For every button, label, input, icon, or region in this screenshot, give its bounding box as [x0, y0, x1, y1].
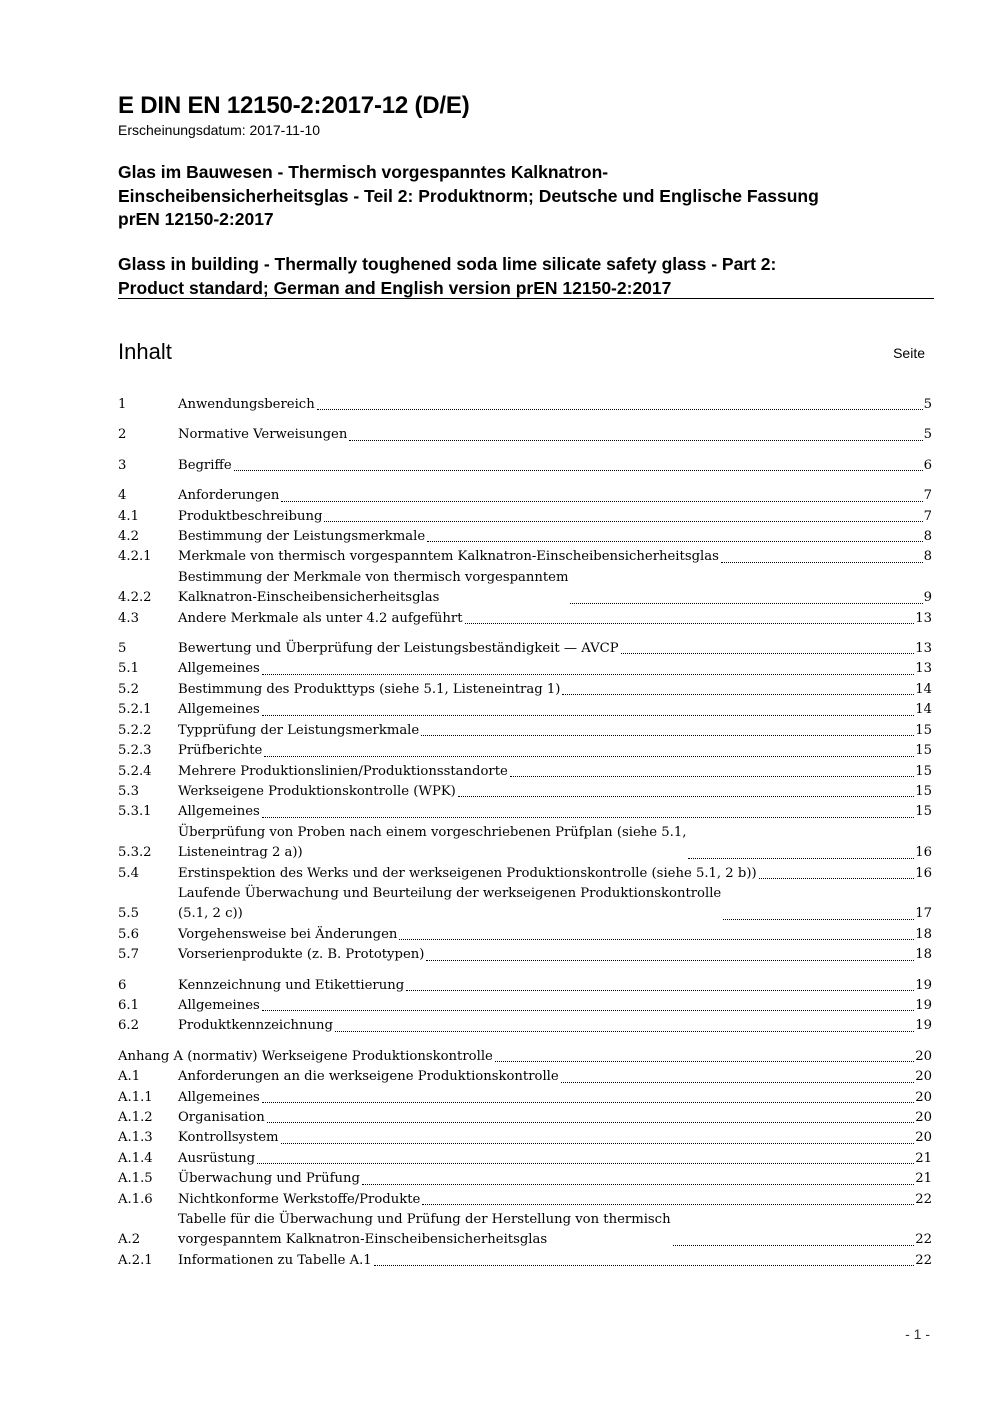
toc-page-number: 7 — [923, 488, 932, 504]
toc-page-number: 20 — [915, 1069, 932, 1085]
toc-page-number: 15 — [915, 783, 932, 799]
toc-section-number: 2 — [118, 427, 127, 443]
toc-section-title: Anforderungen — [178, 488, 280, 504]
toc-entry-body — [178, 486, 932, 506]
toc-entry-body — [178, 680, 932, 700]
toc-dot-leader — [267, 1122, 915, 1123]
toc-entry-body — [178, 1251, 932, 1271]
toc-page-column-label: Seite — [893, 345, 925, 361]
toc-dot-leader — [673, 1245, 915, 1246]
toc-entry[interactable] — [118, 1108, 932, 1128]
toc-entry[interactable] — [118, 659, 932, 679]
toc-entry[interactable] — [118, 976, 932, 996]
toc-page-number: 20 — [915, 1110, 932, 1125]
toc-page-number: 16 — [915, 865, 932, 881]
toc-section-title: Begriffe — [178, 457, 232, 473]
toc-dot-leader — [465, 623, 915, 624]
toc-entry[interactable] — [118, 1210, 932, 1251]
toc-section-number: A.1.4 — [118, 1150, 153, 1166]
toc-section-title: Bestimmung der Merkmale von thermisch vorgespanntem Kalknatron-Einscheibensicherheitsglas — [178, 569, 569, 606]
toc-section-title: Vorserienprodukte (z. B. Prototypen) — [178, 947, 425, 963]
toc-dot-leader — [262, 817, 914, 818]
toc-section-number: 5.1 — [118, 661, 139, 677]
toc-page-number: 20 — [915, 1048, 932, 1064]
toc-entry[interactable] — [118, 486, 932, 506]
toc-entry[interactable] — [118, 1169, 932, 1189]
toc-entry-body — [178, 741, 932, 761]
toc-entry-body — [178, 823, 932, 864]
toc-entry-body — [178, 996, 932, 1016]
toc-section-number: 5.7 — [118, 947, 139, 963]
toc-section-title: Bewertung und Überprüfung der Leistungsbeständigkeit — AVCP — [178, 641, 619, 657]
toc-dot-leader — [721, 562, 923, 563]
toc-section-title: Ausrüstung — [178, 1150, 256, 1166]
toc-section-title: Typprüfung der Leistungsmerkmale — [178, 722, 420, 738]
toc-page-number: 17 — [915, 906, 932, 922]
toc-entry-body — [178, 395, 932, 415]
toc-entry-body — [178, 884, 932, 925]
toc-section-number: 4.2.1 — [118, 549, 152, 565]
document-page — [118, 0, 934, 1403]
toc-page-number: 18 — [915, 926, 932, 942]
toc-section-number: 1 — [118, 397, 127, 412]
toc-section-title: Normative Verweisungen — [178, 427, 348, 443]
toc-entry-body — [178, 425, 932, 445]
toc-page-number: 19 — [915, 977, 932, 993]
toc-entry-body — [178, 639, 932, 659]
toc-section-number: 5.6 — [118, 926, 139, 942]
toc-section-title: Allgemeines — [178, 804, 260, 820]
toc-section-title: Anforderungen an die werkseigene Produktionskontrolle — [178, 1069, 559, 1085]
toc-dot-leader — [688, 858, 914, 859]
toc-page-number: 15 — [915, 743, 932, 759]
toc-entry[interactable] — [118, 802, 932, 822]
toc-entry[interactable] — [118, 1016, 932, 1036]
toc-entry-body — [178, 456, 932, 476]
toc-entry-body — [178, 1190, 932, 1210]
toc-dot-leader — [281, 501, 922, 502]
toc-section-number: 5.5 — [118, 906, 139, 922]
toc-section-title: Erstinspektion des Werks und der werkseigenen Produktionskontrolle (siehe 5.1, 2 b)) — [178, 865, 757, 881]
toc-page-number: 5 — [923, 427, 932, 443]
toc-entry-body — [178, 547, 932, 567]
toc-section-title: Allgemeines — [178, 702, 260, 718]
toc-page-number: 15 — [915, 722, 932, 738]
toc-dot-leader — [458, 796, 914, 797]
toc-entry[interactable] — [118, 884, 932, 925]
toc-page-number: 22 — [915, 1191, 932, 1207]
toc-section-number: 5.4 — [118, 865, 139, 881]
toc-entry[interactable] — [118, 700, 932, 720]
toc-section-title: Mehrere Produktionslinien/Produktionsstandorte — [178, 763, 508, 779]
toc-section-title: Allgemeines — [178, 997, 260, 1013]
toc-section-number: 5.3.1 — [118, 804, 152, 820]
toc-entry[interactable] — [118, 425, 932, 445]
toc-page-number: 14 — [915, 702, 932, 718]
toc-page-number: 13 — [915, 661, 932, 677]
toc-section-title: Informationen zu Tabelle A.1 — [178, 1252, 372, 1268]
toc-section-number: 5.2.1 — [118, 702, 152, 718]
toc-section-title: Laufende Überwachung und Beurteilung der werkseigenen Produktionskontrolle (5.1, 2 c)) — [178, 885, 722, 922]
title-divider — [118, 298, 934, 299]
toc-section-title: Produktkennzeichnung — [178, 1018, 333, 1034]
issue-date: Erscheinungsdatum: 2017-11-10 — [118, 122, 321, 138]
toc-entry-body — [178, 864, 932, 884]
toc-section-number: 5.2.3 — [118, 743, 152, 759]
toc-section-number: A.1 — [118, 1069, 141, 1085]
toc-page-number: 14 — [915, 681, 932, 697]
toc-section-number: 5.2.2 — [118, 722, 152, 738]
toc-heading: Inhalt — [118, 339, 172, 364]
toc-dot-leader — [422, 1204, 914, 1205]
toc-entry-body — [178, 782, 932, 802]
toc-entry[interactable] — [118, 1149, 932, 1169]
table-of-contents — [118, 395, 932, 1271]
toc-section-title: Überprüfung von Proben nach einem vorgeschriebenen Prüfplan (siehe 5.1, Listeneintrag 2 a)) — [178, 824, 687, 861]
toc-section-number: 4.2.2 — [118, 590, 152, 606]
toc-page-number: 5 — [923, 397, 932, 412]
toc-entry[interactable] — [118, 1251, 932, 1271]
toc-section-number: 4.2 — [118, 529, 139, 545]
toc-section-title: Nichtkonforme Werkstoffe/Produkte — [178, 1191, 421, 1207]
toc-page-number: 8 — [923, 549, 932, 565]
toc-dot-leader — [510, 776, 914, 777]
toc-section-title: Allgemeines — [178, 661, 260, 677]
toc-entry-body — [178, 925, 932, 945]
toc-entry[interactable] — [118, 547, 932, 567]
toc-section-number: 5.3.2 — [118, 845, 152, 861]
toc-dot-leader — [406, 990, 914, 991]
toc-entry[interactable] — [118, 823, 932, 864]
toc-section-title: Anwendungsbereich — [178, 397, 315, 412]
toc-section-number: 6.2 — [118, 1018, 139, 1034]
toc-section-number: 4.1 — [118, 508, 139, 524]
toc-entry[interactable] — [118, 1067, 932, 1087]
toc-section-number: A.1.2 — [118, 1110, 153, 1125]
toc-page-number: 19 — [915, 997, 932, 1013]
toc-section-number: 6 — [118, 977, 127, 993]
toc-page-number: 16 — [915, 845, 932, 861]
toc-dot-leader — [262, 1102, 914, 1103]
toc-section-number: 5.2.4 — [118, 763, 152, 779]
page-number: - 1 - — [905, 1326, 930, 1342]
title-english: Glass in building - Thermally toughened soda lime silicate safety glass - Part 2: Product standard; German and English version prEN 12150-2:2017 — [118, 254, 777, 298]
toc-dot-leader — [262, 715, 914, 716]
toc-entry[interactable] — [118, 639, 932, 659]
toc-page-number: 21 — [915, 1171, 932, 1187]
toc-page-number: 20 — [915, 1130, 932, 1146]
toc-dot-leader — [562, 694, 914, 695]
toc-section-title: Kontrollsystem — [178, 1130, 279, 1146]
toc-dot-leader — [262, 674, 914, 675]
toc-section-number: A.1.5 — [118, 1171, 153, 1187]
toc-annex-title: Anhang A (normativ) Werkseigene Produktionskontrolle — [118, 1048, 493, 1064]
toc-entry[interactable] — [118, 996, 932, 1016]
toc-page-number: 8 — [923, 529, 932, 545]
toc-dot-leader — [621, 653, 915, 654]
toc-entry-body — [178, 1210, 932, 1251]
toc-entry[interactable] — [118, 945, 932, 965]
toc-dot-leader — [561, 1082, 915, 1083]
toc-entry[interactable] — [118, 782, 932, 802]
title-german: Glas im Bauwesen - Thermisch vorgespanntes Kalknatron- Einscheibensicherheitsglas - Teil 2: Produktnorm; Deutsche und Englische Fassung prEN 12150-2:2017 — [118, 162, 819, 229]
toc-entry[interactable] — [118, 680, 932, 700]
toc-section-number: A.1.6 — [118, 1191, 153, 1207]
toc-section-title: Organisation — [178, 1110, 265, 1125]
toc-section-number: 5.3 — [118, 783, 139, 799]
toc-entry-body — [178, 1169, 932, 1189]
toc-dot-leader — [324, 521, 922, 522]
toc-dot-leader — [399, 939, 914, 940]
toc-entry[interactable] — [118, 1047, 932, 1067]
toc-page-number: 9 — [923, 590, 932, 606]
toc-section-title: Überwachung und Prüfung — [178, 1171, 360, 1187]
toc-section-title: Merkmale von thermisch vorgespanntem Kalknatron-Einscheibensicherheitsglas — [178, 549, 719, 565]
toc-dot-leader — [426, 960, 914, 961]
toc-section-title: Kennzeichnung und Etikettierung — [178, 977, 405, 993]
toc-page-number: 21 — [915, 1150, 932, 1166]
toc-entry[interactable] — [118, 507, 932, 527]
toc-section-title: Prüfberichte — [178, 743, 263, 759]
toc-page-number: 13 — [915, 641, 932, 657]
toc-entry-body — [178, 527, 932, 547]
toc-section-number: A.2 — [118, 1232, 141, 1248]
toc-entry[interactable] — [118, 925, 932, 945]
toc-entry-body — [178, 1067, 932, 1087]
toc-entry-body — [178, 1108, 932, 1128]
toc-dot-leader — [257, 1163, 914, 1164]
toc-page-number: 15 — [915, 804, 932, 820]
toc-dot-leader — [234, 470, 923, 471]
toc-dot-leader — [264, 756, 914, 757]
toc-dot-leader — [759, 878, 915, 879]
toc-section-title: Bestimmung der Leistungsmerkmale — [178, 529, 426, 545]
toc-entry-body — [178, 721, 932, 741]
toc-section-title: Bestimmung des Produkttyps (siehe 5.1, Listeneintrag 1) — [178, 681, 561, 697]
toc-page-number: 22 — [915, 1252, 932, 1268]
toc-dot-leader — [362, 1184, 914, 1185]
toc-entry[interactable] — [118, 762, 932, 782]
toc-dot-leader — [723, 919, 914, 920]
toc-section-number: 3 — [118, 457, 127, 473]
toc-entry-body — [178, 659, 932, 679]
toc-entry[interactable] — [118, 568, 932, 609]
toc-entry-body — [178, 609, 932, 629]
toc-entry-body — [178, 568, 932, 609]
toc-dot-leader — [570, 603, 922, 604]
toc-entry[interactable] — [118, 609, 932, 629]
toc-section-title: Andere Merkmale als unter 4.2 aufgeführt — [178, 610, 463, 626]
toc-entry[interactable] — [118, 741, 932, 761]
toc-section-number: 4 — [118, 488, 127, 504]
toc-page-number: 20 — [915, 1089, 932, 1105]
toc-section-title: Vorgehensweise bei Änderungen — [178, 926, 398, 942]
toc-section-title: Produktbeschreibung — [178, 508, 323, 524]
toc-dot-leader — [317, 409, 923, 410]
toc-entry[interactable] — [118, 1088, 932, 1108]
toc-dot-leader — [262, 1010, 914, 1011]
toc-page-number: 13 — [915, 610, 932, 626]
toc-entry-body — [178, 1016, 932, 1036]
toc-page-number: 18 — [915, 947, 932, 963]
toc-page-number: 22 — [915, 1232, 932, 1248]
toc-entry[interactable] — [118, 864, 932, 884]
toc-dot-leader — [374, 1265, 915, 1266]
toc-dot-leader — [421, 735, 914, 736]
toc-section-number: 6.1 — [118, 997, 139, 1013]
toc-dot-leader — [335, 1031, 914, 1032]
toc-page-number: 15 — [915, 763, 932, 779]
toc-section-number: A.1.1 — [118, 1089, 153, 1105]
toc-page-number: 19 — [915, 1018, 932, 1034]
toc-section-title: Allgemeines — [178, 1089, 260, 1105]
toc-dot-leader — [495, 1061, 914, 1062]
toc-dot-leader — [349, 440, 922, 441]
toc-section-number: A.2.1 — [118, 1252, 153, 1268]
toc-entry-body — [178, 945, 932, 965]
toc-section-number: 5.2 — [118, 681, 139, 697]
toc-entry-body — [178, 507, 932, 527]
toc-section-title: Werkseigene Produktionskontrolle (WPK) — [178, 783, 456, 799]
toc-section-number: 5 — [118, 641, 127, 657]
toc-entry[interactable] — [118, 1128, 932, 1148]
toc-entry[interactable] — [118, 527, 932, 547]
toc-entry-body — [178, 762, 932, 782]
toc-entry-body — [178, 700, 932, 720]
toc-entry[interactable] — [118, 395, 932, 415]
toc-section-title: Tabelle für die Überwachung und Prüfung der Herstellung von thermisch vorgespanntem Kalknatron-Einscheibensicherheitsglas — [178, 1212, 671, 1248]
document-id: E DIN EN 12150-2:2017-12 (D/E) — [118, 92, 470, 119]
toc-entry-body — [178, 802, 932, 822]
toc-entry[interactable] — [118, 1190, 932, 1210]
toc-section-number: A.1.3 — [118, 1130, 153, 1146]
toc-entry-body — [178, 1149, 932, 1169]
toc-entry-body — [178, 976, 932, 996]
toc-section-number: 4.3 — [118, 610, 139, 626]
toc-page-number: 6 — [923, 457, 932, 473]
toc-entry-body — [178, 1088, 932, 1108]
toc-entry[interactable] — [118, 456, 932, 476]
toc-dot-leader — [281, 1143, 915, 1144]
toc-page-number: 7 — [923, 508, 932, 524]
toc-entry-body — [178, 1128, 932, 1148]
toc-entry[interactable] — [118, 721, 932, 741]
toc-dot-leader — [427, 541, 922, 542]
